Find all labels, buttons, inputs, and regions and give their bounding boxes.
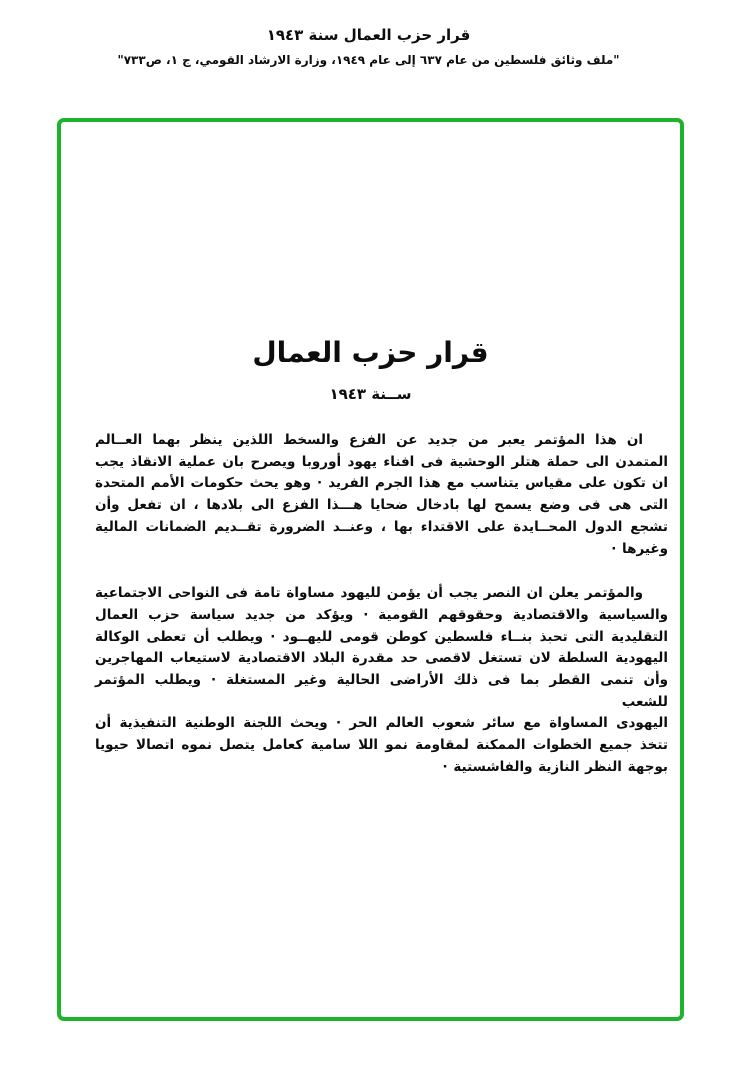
paragraph-1-line: وغيرها ·: [611, 540, 668, 557]
paragraph-2-line: اليهودية السلطة لان تستغل لاقصى حد مقدرة البلاد الاقتصادية لاستيعاب المهاجرين: [95, 650, 668, 667]
paragraph-1-line: المتمدن الى حملة هتلر الوحشية فى افناء يهود أوروبا ويصرح بان عملية الانقاذ يجب: [95, 453, 668, 470]
paragraph-2-line: والسياسية والاقتصادية وحقوقهم القومية · ويؤكد من جديد سياسة حزب العمال: [95, 606, 668, 623]
header-document-title: قرار حزب العمال سنة ١٩٤٣: [266, 26, 471, 44]
paragraph-1: [95, 430, 668, 560]
paragraph-1-line: التى هى فى وضع يسمح لها بادخال ضحايا هـــذا الفزع الى بلادها ، ان تفعل وأن: [95, 497, 668, 514]
paragraph-2-line: اليهودى المساواة مع سائر شعوب العالم الحر · ويحث اللجنة الوطنية التنفيذية أن: [95, 715, 668, 732]
paragraph-2: [95, 583, 668, 778]
header-source-citation: "ملف وثائق فلسطين من عام ٦٣٧ إلى عام ١٩٤٩، وزارة الارشاد القومي، ج ١، ص٧٣٣": [117, 53, 620, 67]
paragraph-1-line: تشجع الدول المحــايدة على الاقتداء بها ، وعنــد الضرورة تقــديم الضمانات المالية: [95, 518, 668, 535]
document-title: قرار حزب العمال: [252, 336, 489, 369]
paragraph-1-line: ان هذا المؤتمر يعبر من جديد عن الفزع والسخط اللذين ينظر بهما العــالم: [95, 432, 643, 448]
page-header: [0, 26, 737, 67]
paragraph-2-line: التقليدية التى تحبذ بنــاء فلسطين كوطن قومى لليهــود · ويطلب أن تعطى الوكالة: [95, 628, 668, 645]
paragraph-2-line: والمؤتمر يعلن ان النصر يجب أن يؤمن لليهود مساواة تامة فى النواحى الاجتماعية: [95, 585, 643, 602]
document-subtitle-year: ســنة ١٩٤٣: [329, 385, 412, 403]
paragraph-2-line: وأن تنمى القطر بما فى ذلك الأراضى الحالية وغير المستغلة · ويطلب المؤتمر للشعب: [95, 672, 668, 710]
paragraph-2-line: بوجهة النظر النازية والفاشستية ·: [442, 758, 668, 775]
paragraph-1-line: ان تكون على مقياس يتناسب مع هذا الجرم الفريد · وهو يحث حكومات الأمم المتحدة: [95, 475, 668, 492]
document-body: [95, 430, 668, 802]
paragraph-2-line: تتخذ جميع الخطوات الممكنة لمقاومة نمو اللا سامية كعامل يتصل نموه اتصالا حيويا: [95, 737, 668, 754]
